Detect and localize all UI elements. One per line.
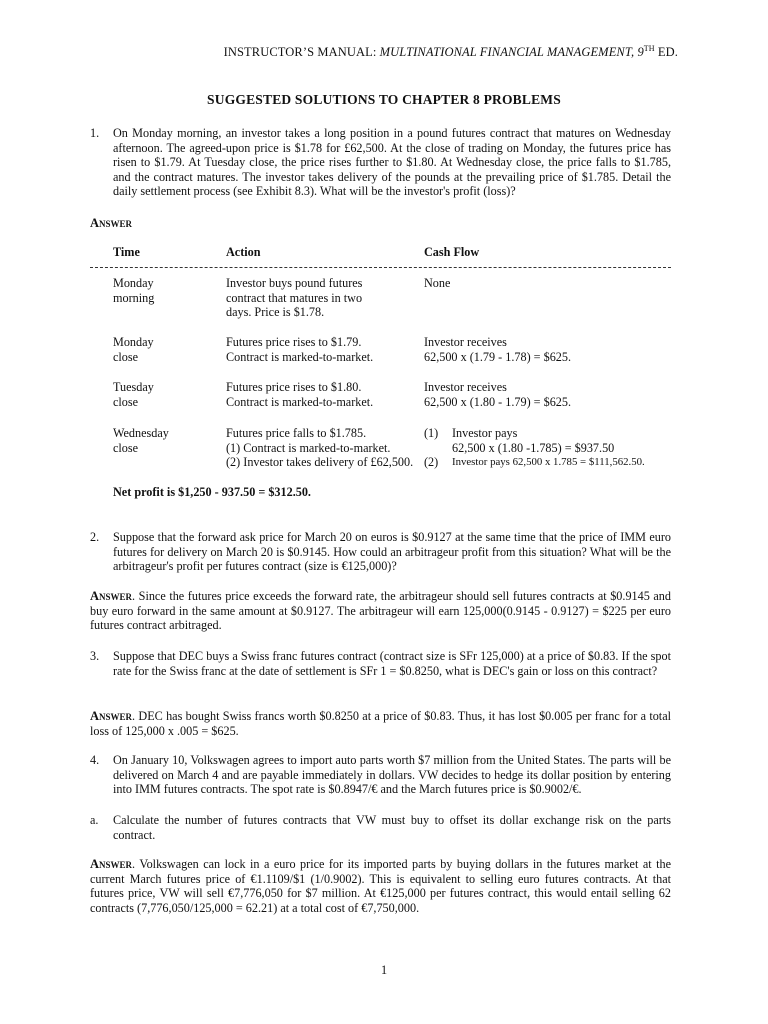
- answer-label-dot: .: [132, 709, 139, 723]
- cell-line: Wednesday: [113, 426, 169, 440]
- answer-label-dot: .: [132, 857, 140, 871]
- cell-line: Monday: [113, 276, 154, 290]
- cell-action: [226, 335, 421, 364]
- cell-line: Futures price rises to $1.80.: [226, 380, 362, 394]
- cash-flow-item: [424, 426, 674, 455]
- cell-line: 62,500 x (1.80 -1.785) = $937.50: [452, 440, 615, 455]
- cell-action: [226, 380, 421, 409]
- page-title: SUGGESTED SOLUTIONS TO CHAPTER 8 PROBLEMS: [207, 92, 561, 107]
- cell-cash-flow: [424, 335, 674, 364]
- cell-line: close: [113, 349, 139, 364]
- question-text: On Monday morning, an investor takes a long position in a pound futures contract that matures on Wednesday afternoon. The agreed-upon price is $1.78 for £62,500. At the close of trading on Monday, the futures price has risen to $1.79. At Tuesday close, the price rises further to $1.80. At Wednesday close, the price falls to $1.785, and the contract matures. The investor takes delivery of the pounds at the prevailing price of $1.785. Detail the daily settlement process (see Exhibit 8.3). What will be the investor's profit (loss)?: [113, 126, 671, 198]
- column-header-time: Time: [113, 245, 140, 259]
- cell-line: None: [424, 276, 451, 290]
- cell-line: Investor buys pound futures: [226, 276, 363, 290]
- running-header: [224, 44, 678, 60]
- answer-label: Answer: [90, 709, 133, 723]
- answer-2: [90, 589, 671, 633]
- cell-line: close: [113, 440, 139, 455]
- cell-line: 62,500 x (1.79 - 1.78) = $625.: [424, 349, 572, 364]
- answer-text: DEC has bought Swiss francs worth $0.8250 at a price of $0.83. Thus, it has lost $0.005 per franc for a total loss of 125,000 x .005 = $625.: [90, 709, 671, 738]
- question-text: Suppose that the forward ask price for March 20 on euros is $0.9127 at the same time that the price of IMM euro futures for delivery on March 20 is $0.9145. How could an arbitrageur profit from this situation? What will be the arbitrageur's profit per futures contract (size is €125,000)?: [113, 530, 671, 573]
- cell-line: (1) Contract is marked-to-market.: [226, 440, 391, 455]
- net-profit: Net profit is $1,250 - 937.50 = $312.50.: [113, 485, 311, 499]
- cell-line: Investor receives: [424, 380, 507, 394]
- answer-label: Answer: [90, 589, 133, 603]
- item-marker: (1): [424, 426, 439, 440]
- cell-line: Investor pays 62,500 x 1.785 = $111,562.50.: [452, 456, 645, 468]
- question-number: 2.: [90, 530, 100, 544]
- cell-line: Futures price rises to $1.79.: [226, 335, 362, 349]
- cell-action: [226, 276, 421, 320]
- question-4: [90, 753, 671, 797]
- header-edition-superscript: TH: [643, 44, 655, 53]
- cell-line: Contract is marked-to-market.: [226, 349, 374, 364]
- cell-cash-flow: [424, 276, 674, 291]
- cell-line: 62,500 x (1.80 - 1.79) = $625.: [424, 394, 572, 409]
- question-number: 1.: [90, 126, 100, 140]
- page-number: 1: [380, 963, 388, 977]
- cell-time: [113, 335, 213, 364]
- item-marker: (2): [424, 455, 439, 469]
- question-number: 4.: [90, 753, 100, 767]
- answer-text: Since the futures price exceeds the forward rate, the arbitrageur should sell futures contracts at $0.9145 and buy euro forward in the same amount at $0.9127. The arbitrageur will earn 125,000(0.9145 - 0.9127) = $225 per euro futures contract arbitraged.: [90, 589, 671, 632]
- cell-time: [113, 426, 213, 455]
- cell-line: Futures price falls to $1.785.: [226, 426, 367, 440]
- question-3: [90, 649, 671, 678]
- header-prefix: INSTRUCTOR’S MANUAL:: [223, 45, 380, 60]
- cell-cash-flow: [424, 426, 674, 470]
- question-text: On January 10, Volkswagen agrees to import auto parts worth $7 million from the United States. The parts will be delivered on March 4 and are payable immediately in dollars. VW decides to hedge its dollar position by entering into IMM futures contracts. The spot rate is $0.8947/€ and the March futures price is $0.9002/€.: [113, 753, 671, 796]
- cell-cash-flow: [424, 380, 674, 409]
- cell-line: days. Price is $1.78.: [226, 305, 325, 319]
- sub-question-marker: a.: [90, 813, 99, 827]
- question-text: Calculate the number of futures contracts that VW must buy to offset its dollar exchange risk on the parts contract.: [113, 813, 671, 842]
- answer-label: Answer: [90, 857, 133, 871]
- header-edition-suffix: ED.: [654, 45, 678, 60]
- cell-line: Contract is marked-to-market.: [226, 394, 374, 409]
- cell-time: [113, 276, 213, 305]
- column-header-cash-flow: Cash Flow: [424, 245, 480, 259]
- question-1: [90, 126, 671, 199]
- answer-4a: [90, 857, 671, 915]
- answer-3: [90, 709, 671, 738]
- cell-action: [226, 426, 421, 470]
- header-edition-number: 9: [634, 45, 644, 60]
- cell-line: Investor receives: [424, 335, 507, 349]
- cell-line: morning: [113, 290, 155, 305]
- cell-line: (2) Investor takes delivery of £62,500.: [226, 455, 414, 469]
- question-4a: [90, 813, 671, 842]
- question-2: [90, 530, 671, 574]
- column-header-action: Action: [226, 245, 261, 259]
- question-text: Suppose that DEC buys a Swiss franc futures contract (contract size is SFr 125,000) at a price of $0.83. If the spot rate for the Swiss franc at the date of settlement is SFr 1 = $0.8250, what is DEC's gain or loss on this contract?: [113, 649, 671, 678]
- cell-line: close: [113, 394, 139, 409]
- cell-time: [113, 380, 213, 409]
- cell-line: contract that matures in two: [226, 290, 363, 305]
- table-divider: [90, 267, 671, 268]
- cell-line: Investor pays: [452, 426, 518, 440]
- answer-text: Volkswagen can lock in a euro price for its imported parts by buying dollars in the futures market at the current March futures price of €1.1109/$1 (1/0.9002). This is equivalent to selling euro futures contracts. At that futures price, VW will sell €7,776,050 for $7 million. At €125,000 per futures contract, this would entail selling 62 contracts (7,776,050/125,000 = 62.21) at a total cost of €7,750,000.: [90, 857, 672, 915]
- question-number: 3.: [90, 649, 100, 663]
- cell-line: Monday: [113, 335, 154, 349]
- answer-heading: [90, 216, 671, 231]
- cell-line: Tuesday: [113, 380, 154, 394]
- header-book-title: MULTINATIONAL FINANCIAL MANAGEMENT,: [379, 45, 635, 60]
- cash-flow-item: [424, 455, 674, 470]
- answer-label-dot: .: [132, 589, 139, 603]
- answer-label: Answer: [90, 216, 133, 230]
